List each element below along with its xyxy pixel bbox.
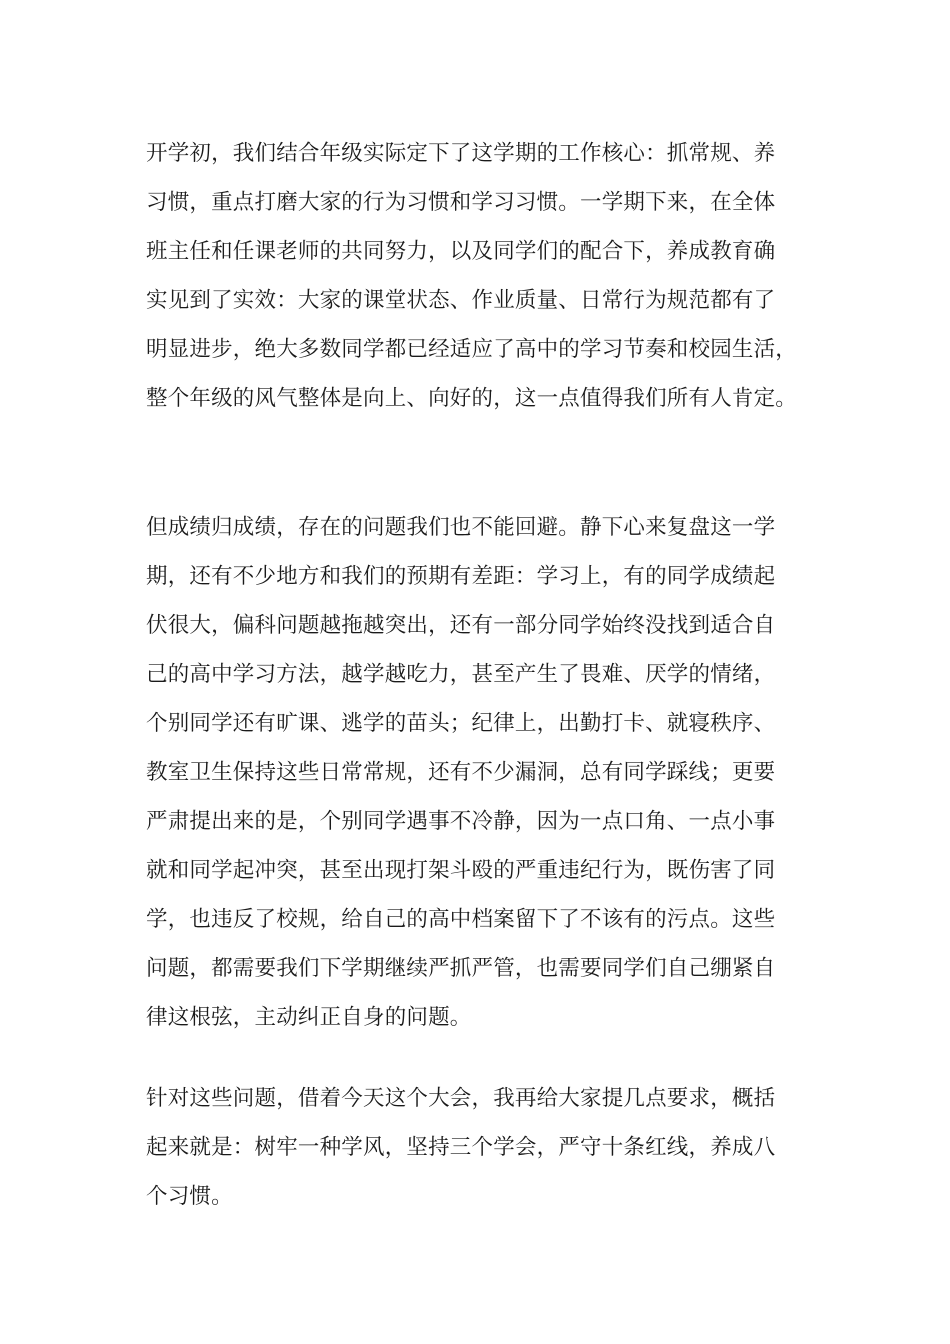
paragraph-line: 己的高中学习方法，越学越吃力，甚至产生了畏难、厌学的情绪， [146, 662, 776, 687]
paragraph-line: 伏很大，偏科问题越拖越突出，还有一部分同学始终没找到适合自 [146, 613, 776, 638]
paragraph-2 [146, 503, 836, 1042]
paragraph-line: 问题，都需要我们下学期继续严抓严管，也需要同学们自己绷紧自 [146, 956, 776, 981]
paragraph-line: 班主任和任课老师的共同努力，以及同学们的配合下，养成教育确 [146, 239, 776, 264]
paragraph-line: 律这根弦，主动纠正自身的问题。 [146, 1005, 472, 1030]
paragraph-line: 严肃提出来的是，个别同学遇事不冷静，因为一点口角、一点小事 [146, 809, 776, 834]
paragraph-line: 学，也违反了校规，给自己的高中档案留下了不该有的污点。这些 [146, 907, 776, 932]
paragraph-line: 个别同学还有旷课、逃学的苗头；纪律上，出勤打卡、就寝秩序、 [146, 711, 776, 736]
paragraph-line: 期，还有不少地方和我们的预期有差距：学习上，有的同学成绩起 [146, 564, 776, 589]
paragraph-line: 教室卫生保持这些日常常规，还有不少漏洞，总有同学踩线；更要 [146, 760, 776, 785]
paragraph-line: 整个年级的风气整体是向上、向好的，这一点值得我们所有人肯定。 [146, 386, 798, 411]
paragraph-line: 但成绩归成绩，存在的问题我们也不能回避。静下心来复盘这一学 [146, 515, 776, 540]
paragraph-line: 起来就是：树牢一种学风，坚持三个学会，严守十条红线，养成八 [146, 1135, 776, 1160]
paragraph-line: 习惯，重点打磨大家的行为习惯和学习习惯。一学期下来，在全体 [146, 190, 776, 215]
paragraph-line: 就和同学起冲突，甚至出现打架斗殴的严重违纪行为，既伤害了同 [146, 858, 776, 883]
paragraph-line: 针对这些问题，借着今天这个大会，我再给大家提几点要求，概括 [146, 1086, 776, 1111]
paragraph-line: 开学初，我们结合年级实际定下了这学期的工作核心：抓常规、养 [146, 141, 776, 166]
paragraph-3 [146, 1074, 836, 1221]
paragraph-line: 个习惯。 [146, 1184, 233, 1209]
paragraph-line: 实见到了实效：大家的课堂状态、作业质量、日常行为规范都有了 [146, 288, 776, 313]
paragraph-1 [146, 129, 836, 423]
paragraph-line: 明显进步，绝大多数同学都已经适应了高中的学习节奏和校园生活， [146, 337, 798, 362]
